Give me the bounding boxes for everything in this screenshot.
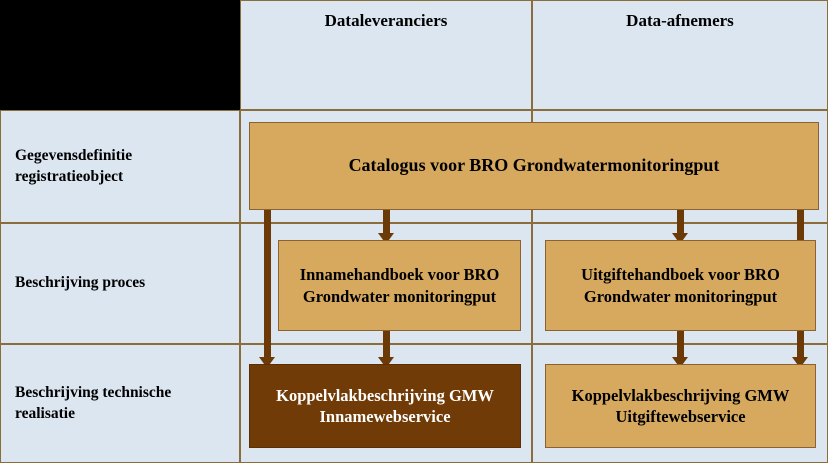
- row-header-gegevensdefinitie: [0, 110, 240, 223]
- box-catalogus[interactable]: [249, 122, 819, 210]
- corner-cell: [0, 0, 240, 110]
- arrow-innamehandboek-to-inname-koppelvlak: [383, 331, 390, 368]
- arrow-catalogus-to-uitgiftehandboek: [677, 210, 684, 244]
- box-label: Catalogus voor BRO Grondwatermonitoringput: [348, 155, 720, 176]
- column-header-label: Data-afnemers: [626, 11, 734, 30]
- row-header-label: Beschrijving proces: [15, 274, 146, 292]
- box-label: Innamehandboek voor BRO Grondwater monitoringput: [299, 265, 500, 306]
- column-header-dataleveranciers: [240, 0, 532, 110]
- column-header-label: Dataleveranciers: [324, 11, 448, 30]
- box-label: Koppelvlakbeschrijving GMW Innamewebservice: [276, 385, 494, 426]
- box-koppelvlak-uitgifte[interactable]: [545, 364, 816, 448]
- box-uitgiftehandboek[interactable]: [545, 240, 816, 331]
- row-header-beschrijving-proces: [0, 223, 240, 344]
- box-label: Koppelvlakbeschrijving GMW Uitgiftewebservice: [571, 385, 790, 426]
- arrow-uitgiftehandboek-to-uitgifte-koppelvlak: [677, 331, 684, 368]
- box-koppelvlak-inname[interactable]: [249, 364, 521, 448]
- row-header-beschrijving-technische-realisatie: [0, 344, 240, 463]
- box-innamehandboek[interactable]: [278, 240, 521, 331]
- arrow-catalogus-to-innamehandboek: [383, 210, 390, 244]
- row-header-label: Gegevensdefinitie registratieobject: [15, 146, 133, 185]
- arrow-catalogus-to-inname-koppelvlak: [264, 210, 271, 368]
- box-label: Uitgiftehandboek voor BRO Grondwater monitoringput: [581, 265, 780, 306]
- column-header-data-afnemers: [532, 0, 828, 110]
- row-header-label: Beschrijving technische realisatie: [15, 383, 172, 422]
